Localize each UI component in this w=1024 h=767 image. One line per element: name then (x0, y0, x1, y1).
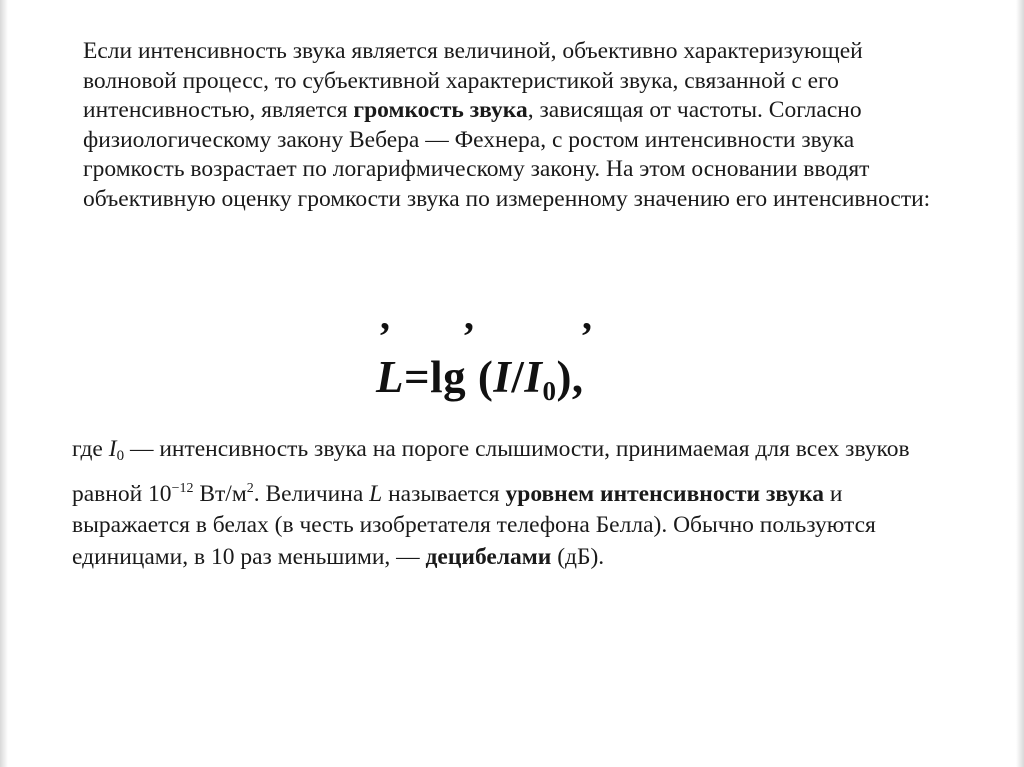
formula-num: I (493, 352, 512, 402)
formula-den-sub: 0 (542, 376, 557, 406)
symbol-I0-sub: 0 (116, 448, 125, 464)
formula-close: ), (556, 352, 584, 402)
definition-paragraph (72, 434, 952, 573)
left-edge-shadow (0, 0, 8, 767)
intro-text-2: , зависящая от частоты. Согласно физиологическому закону Вебера — Фехнера, с ростом интенсивности звука громкость возрастает по логарифмическому закону. На этом основании вводят объективную оценку громкости звука по измеренному значению его интенсивности: (83, 97, 931, 212)
def-text-1: где (72, 436, 109, 462)
def-text-2: — интенсивность звука на пороге слышимости, принимаемая для всех звуков равной 10 (72, 436, 910, 507)
def-text-7: (дБ). (551, 543, 605, 570)
symbol-L: L (369, 480, 383, 507)
formula-cropped-line: , , , (380, 293, 592, 338)
formula-den: I (524, 352, 543, 402)
term-decibels: децибелами (425, 543, 552, 570)
exponent-2: 2 (246, 480, 254, 496)
formula-image (372, 293, 612, 410)
def-text-3: Вт/м (193, 480, 247, 507)
formula-lhs: L (376, 352, 404, 402)
intro-paragraph (83, 37, 943, 215)
def-text-4: . Величина (253, 480, 370, 507)
right-edge-shadow (1016, 0, 1024, 767)
term-loudness: громкость звука (353, 97, 528, 124)
def-text-5: называется (382, 480, 506, 507)
symbol-I0: I (108, 436, 117, 462)
loudness-formula (376, 350, 584, 418)
intro-text-1: Если интенсивность звука является величиной, объективно характеризующей волновой процесс, то субъективной характеристикой звука, связанной с его интенсивностью, является (83, 38, 863, 124)
formula-slash: / (511, 352, 525, 402)
formula-eq: =lg ( (404, 352, 494, 402)
def-text-6: и выражается в белах (в честь изобретателя телефона Белла). Обычно пользуются единицами, в 10 раз меньшими, — (72, 480, 876, 570)
exponent-minus-12: −12 (171, 480, 194, 496)
term-intensity-level: уровнем интенсивности звука (505, 480, 824, 507)
